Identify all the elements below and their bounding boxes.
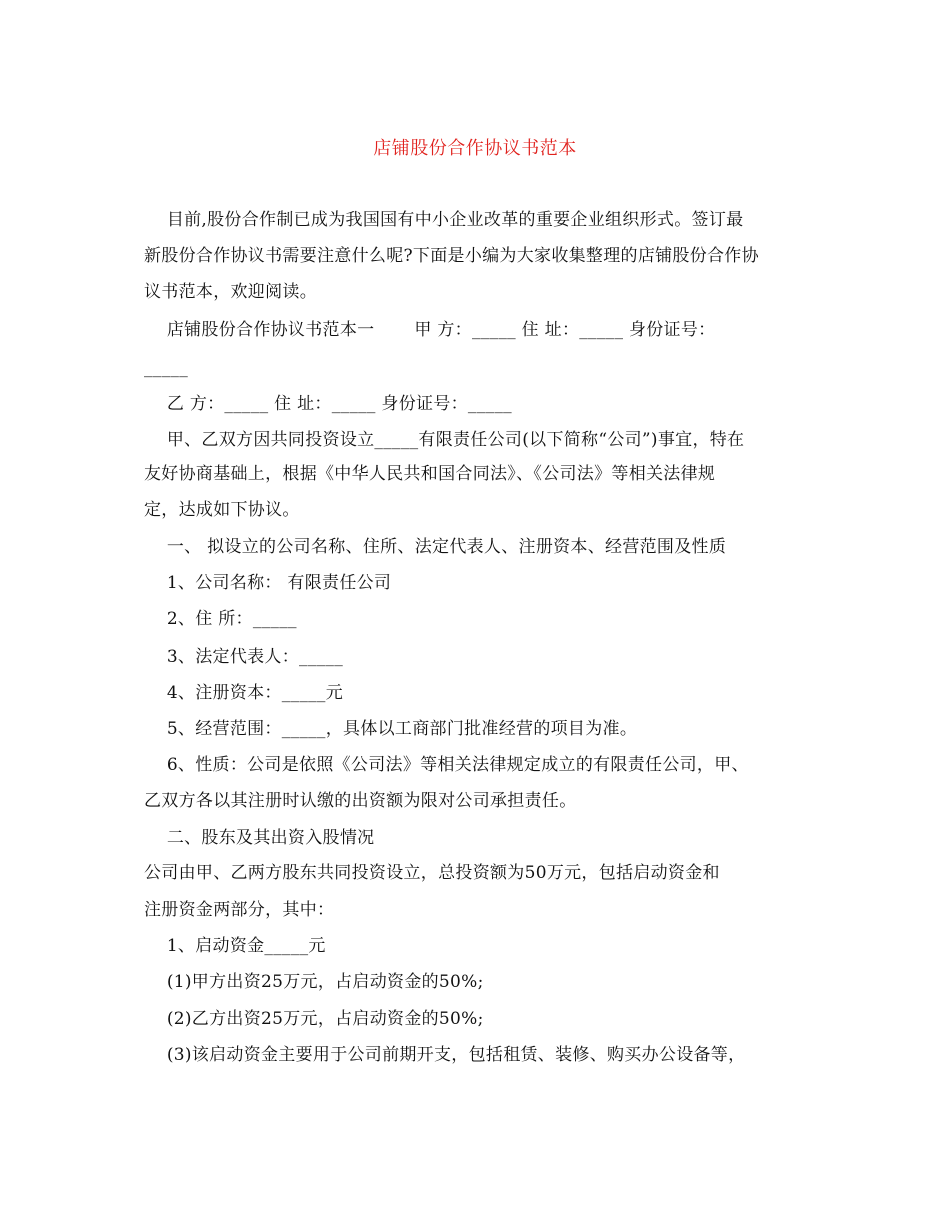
body-line: 2、住 所：_____ [144,609,297,629]
body-line: 一、 拟设立的公司名称、住所、法定代表人、注册资本、经营范围及性质 [144,537,727,557]
body-line: (1)甲方出资25万元，占启动资金的50%; [144,972,484,992]
body-line: 乙 方：_____ 住 址：_____ 身份证号：_____ [144,394,512,414]
body-line: 友好协商基础上，根据《中华人民共和国合同法》、《公司法》等相关法律规 [144,464,716,484]
body-line: 4、注册资本：_____元 [144,683,344,703]
body-line: 议书范本，欢迎阅读。 [144,282,317,302]
body-line: 5、经营范围：_____，具体以工商部门批准经营的项目为准。 [144,719,638,739]
body-line: 1、启动资金_____元 [144,936,326,956]
body-line: 3、法定代表人：_____ [144,647,344,667]
body-line: 目前,股份合作制已成为我国国有中小企业改革的重要企业组织形式。签订最 [144,210,744,230]
body-line: _____ [144,358,188,378]
body-line: 新股份合作协议书需要注意什么呢?下面是小编为大家收集整理的店铺股份合作协 [144,246,759,266]
body-line: 注册资金两部分，其中： [144,900,335,920]
body-line: (2)乙方出资25万元，占启动资金的50%; [144,1009,484,1029]
body-line: 二、股东及其出资入股情况 [144,828,375,848]
body-line: 甲、乙双方因共同投资设立_____有限责任公司(以下简称“公司”)事宜，特在 [144,430,745,450]
body-line: 公司由甲、乙两方股东共同投资设立，总投资额为50万元，包括启动资金和 [144,863,720,883]
body-line: 店铺股份合作协议书范本一 甲 方：_____ 住 址：_____ 身份证号： [144,320,716,340]
body-line: 乙双方各以其注册时认缴的出资额为限对公司承担责任。 [144,791,577,811]
body-line: 6、性质：公司是依照《公司法》等相关法律规定成立的有限责任公司，甲、 [144,755,749,775]
document-title: 店铺股份合作协议书范本 [373,138,577,159]
body-line: 定，达成如下协议。 [144,500,300,520]
body-line: 1、公司名称： 有限责任公司 [144,573,392,593]
body-line: (3)该启动资金主要用于公司前期开支，包括租赁、装修、购买办公设备等， [144,1045,746,1065]
